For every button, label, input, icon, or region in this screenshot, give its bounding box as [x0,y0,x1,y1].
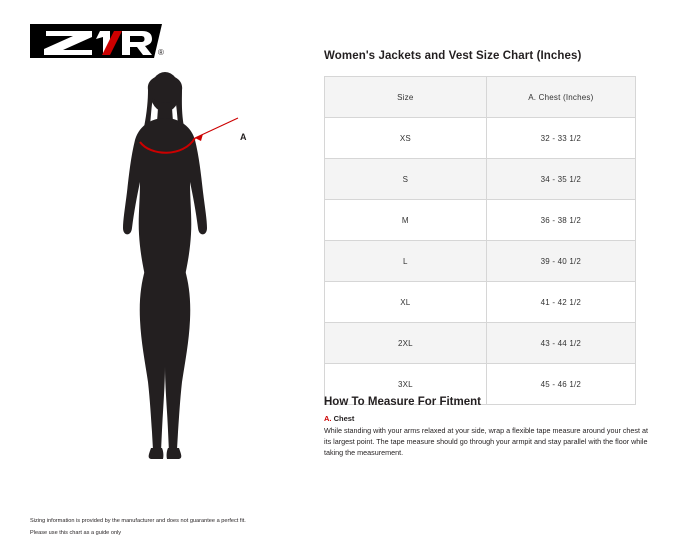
footer-disclaimer [30,517,350,540]
cell-chest: 32 - 33 1/2 [486,118,635,159]
disclaimer-line-1: Sizing information is provided by the manufacturer and does not guarantee a perfect fit. [30,518,246,525]
size-chart-section [324,50,636,405]
cell-size: XS [325,118,487,159]
cell-size: M [325,200,487,241]
table-row [325,159,636,200]
column-header-size: Size [325,77,487,118]
size-chart-table [324,76,636,405]
item-name: Chest [333,414,355,423]
cell-size: 3XL [325,364,487,405]
cell-chest: 45 - 46 1/2 [486,364,635,405]
registered-mark: ® [158,48,164,57]
how-to-measure-description: While standing with your arms relaxed at your side, wrap a flexible tape measure around your chest at its largest point. The tape measure should go through your armpit and stay parallel with the floor while taking the measurement. [324,426,648,458]
table-row [325,200,636,241]
how-to-measure-title: How To Measure For Fitment [324,396,481,408]
cell-size: S [325,159,487,200]
cell-size: 2XL [325,323,487,364]
how-to-measure-item-heading [324,414,654,423]
cell-chest: 39 - 40 1/2 [486,241,635,282]
table-row [325,241,636,282]
table-row [325,282,636,323]
callout-letter-a: A [240,132,247,142]
item-letter: A. [324,414,332,423]
chart-title: Women's Jackets and Vest Size Chart (Inches) [324,50,582,62]
female-body-figure [95,70,295,460]
cell-chest: 41 - 42 1/2 [486,282,635,323]
disclaimer-line-2: Please use this chart as a guide only [30,529,122,536]
z1r-logo [30,22,170,64]
table-header-row [325,77,636,118]
table-row [325,118,636,159]
cell-chest: 36 - 38 1/2 [486,200,635,241]
table-row [325,323,636,364]
cell-chest: 34 - 35 1/2 [486,159,635,200]
cell-chest: 43 - 44 1/2 [486,323,635,364]
cell-size: L [325,241,487,282]
cell-size: XL [325,282,487,323]
column-header-chest: A. Chest (Inches) [486,77,635,118]
how-to-measure-section [324,396,654,458]
